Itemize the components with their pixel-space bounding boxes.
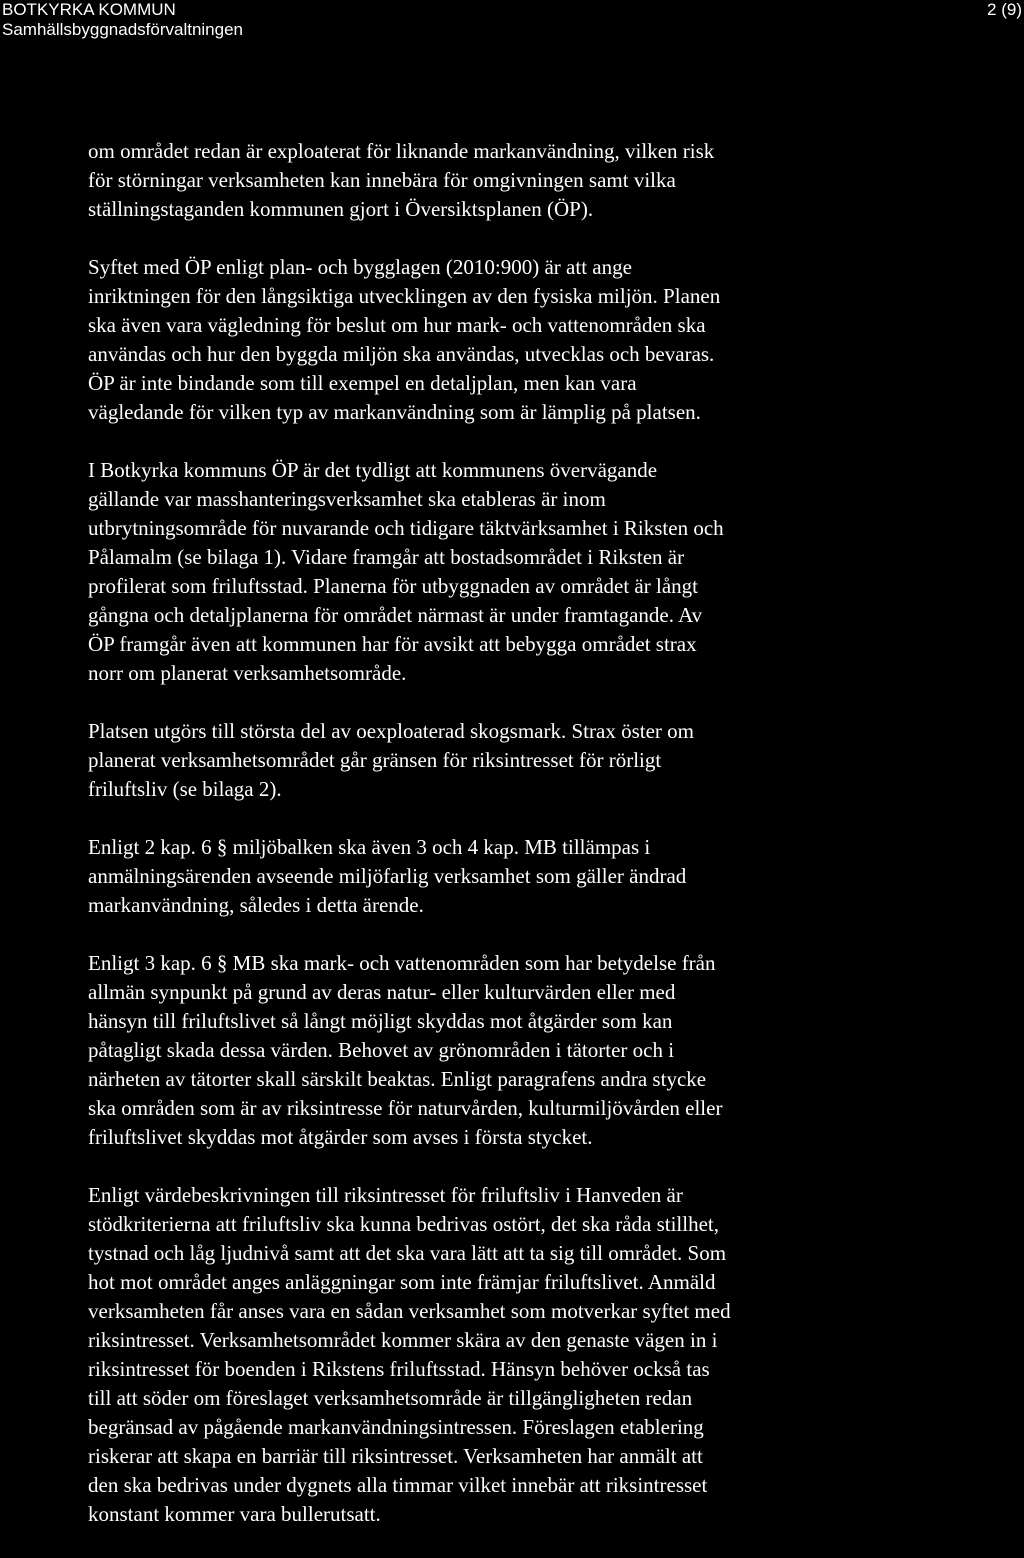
text-line: användas och hur den byggda miljön ska användas, utvecklas och bevaras. [88, 342, 715, 366]
text-line: Enligt värdebeskrivningen till riksintresset för friluftsliv i Hanveden är [88, 1183, 683, 1207]
text-line: gångna och detaljplanerna för området närmast är under framtagande. Av [88, 603, 703, 627]
text-line: friluftsliv (se bilaga 2). [88, 777, 282, 801]
text-line: verksamheten får anses vara en sådan verksamhet som motverkar syftet med [88, 1299, 731, 1323]
text-line: utbrytningsområde för nuvarande och tidigare täktvärksamhet i Riksten och [88, 516, 724, 540]
paragraph-7 [88, 1181, 988, 1529]
text-line: inriktningen för den långsiktiga utvecklingen av den fysiska miljön. Planen [88, 284, 721, 308]
text-line: friluftslivet skyddas mot åtgärder som avses i första stycket. [88, 1125, 593, 1149]
text-line: ÖP framgår även att kommunen har för avsikt att bebygga området strax [88, 632, 697, 656]
text-line: stödkriterierna att friluftsliv ska kunna bedrivas ostört, det ska råda stillhet, [88, 1212, 720, 1236]
text-line: den ska bedrivas under dygnets alla timmar vilket innebär att riksintresset [88, 1473, 708, 1497]
text-line: riskerar att skapa en barriär till riksintresset. Verksamheten har anmält att [88, 1444, 703, 1468]
text-line: ÖP är inte bindande som till exempel en detaljplan, men kan vara [88, 371, 637, 395]
text-line: riksintresset för boenden i Rikstens friluftsstad. Hänsyn behöver också tas [88, 1357, 710, 1381]
paragraph-1 [88, 137, 988, 224]
text-line: I Botkyrka kommuns ÖP är det tydligt att kommunens övervägande [88, 458, 658, 482]
text-line: för störningar verksamheten kan innebära för omgivningen samt vilka [88, 168, 676, 192]
text-line: profilerat som friluftsstad. Planerna för utbyggnaden av området är långt [88, 574, 698, 598]
department-name: Samhällsbyggnadsförvaltningen [2, 20, 243, 39]
paragraph-5 [88, 833, 988, 920]
text-line: norr om planerat verksamhetsområde. [88, 661, 407, 685]
text-line: Enligt 2 kap. 6 § miljöbalken ska även 3 och 4 kap. MB tillämpas i [88, 835, 651, 859]
text-line: gällande var masshanteringsverksamhet ska etableras är inom [88, 487, 606, 511]
text-line: riksintresset. Verksamhetsområdet kommer skära av den genaste vägen in i [88, 1328, 718, 1352]
text-line: till att söder om föreslaget verksamhetsområde är tillgängligheten redan [88, 1386, 693, 1410]
text-line: konstant kommer vara bullerutsatt. [88, 1502, 381, 1526]
text-line: Enligt 3 kap. 6 § MB ska mark- och vattenområden som har betydelse från [88, 951, 716, 975]
paragraph-3 [88, 456, 988, 688]
paragraph-2 [88, 253, 988, 427]
text-line: tystnad och låg ljudnivå samt att det ska vara lätt att ta sig till området. Som [88, 1241, 727, 1265]
text-line: Pålamalm (se bilaga 1). Vidare framgår att bostadsområdet i Riksten är [88, 545, 685, 569]
text-line: ska områden som är av riksintresse för naturvården, kulturmiljövården eller [88, 1096, 723, 1120]
text-line: närheten av tätorter skall särskilt beaktas. Enligt paragrafens andra stycke [88, 1067, 707, 1091]
text-line: allmän synpunkt på grund av deras natur- eller kulturvärden eller med [88, 980, 676, 1004]
text-line: om området redan är exploaterat för liknande markanvändning, vilken risk [88, 139, 715, 163]
text-line: begränsad av pågående markanvändningsintressen. Föreslagen etablering [88, 1415, 704, 1439]
text-line: hot mot området anges anläggningar som inte främjar friluftslivet. Anmäld [88, 1270, 716, 1294]
text-line: anmälningsärenden avseende miljöfarlig verksamhet som gäller ändrad [88, 864, 687, 888]
paragraph-6 [88, 949, 988, 1152]
text-line: vägledande för vilken typ av markanvändning som är lämplig på platsen. [88, 400, 701, 424]
text-line: Platsen utgörs till största del av oexploaterad skogsmark. Strax öster om [88, 719, 694, 743]
text-line: markanvändning, således i detta ärende. [88, 893, 424, 917]
document-header [2, 0, 243, 40]
document-body [88, 137, 988, 1558]
text-line: planerat verksamhetsområdet går gränsen för riksintresset för rörligt [88, 748, 662, 772]
text-line: ställningstaganden kommunen gjort i Översiktsplanen (ÖP). [88, 197, 594, 221]
text-line: påtagligt skada dessa värden. Behovet av grönområden i tätorter och i [88, 1038, 675, 1062]
organization-name: BOTKYRKA KOMMUN [2, 0, 176, 19]
text-line: Syftet med ÖP enligt plan- och bygglagen (2010:900) är att ange [88, 255, 632, 279]
text-line: ska även vara vägledning för beslut om hur mark- och vattenområden ska [88, 313, 706, 337]
paragraph-4 [88, 717, 988, 804]
page-number: 2 (9) [987, 0, 1022, 19]
text-line: hänsyn till friluftslivet så långt möjligt skyddas mot åtgärder som kan [88, 1009, 673, 1033]
